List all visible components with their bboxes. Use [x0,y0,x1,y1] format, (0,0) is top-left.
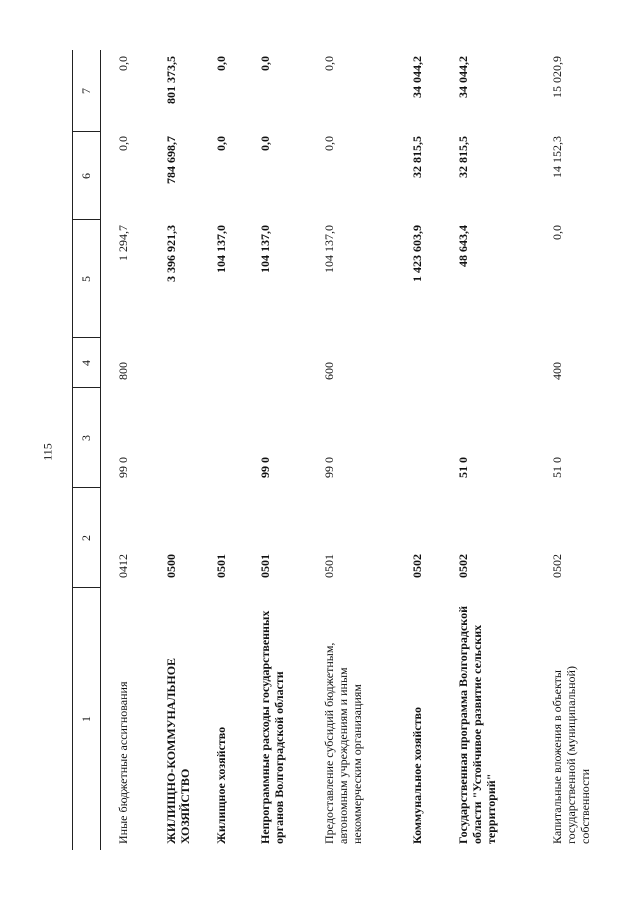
row-value-col6: 14 152,3 [550,136,564,178]
column-header: 6 [78,173,93,179]
row-value-col6: 0,0 [258,136,272,151]
page-number: 115 [40,443,55,461]
column-header: 1 [78,716,93,722]
row-target-code: 51 0 [456,457,470,478]
row-value-col5: 1 423 603,9 [410,225,424,282]
row-value-col7: 0,0 [322,56,336,71]
row-section-code: 0501 [214,554,228,578]
row-name: Государственная программа Волгоградской области "Устойчивое развитие сельских территорий" [456,606,498,844]
row-name: ЖИЛИЩНО-КОММУНАЛЬНОЕ ХОЗЯЙСТВО [164,657,192,844]
row-section-code: 0502 [550,554,564,578]
row-value-col7: 0,0 [116,56,130,71]
row-expense-type: 800 [116,362,130,380]
row-target-code: 51 0 [550,457,564,478]
row-value-col7: 0,0 [258,56,272,71]
row-section-code: 0500 [164,554,178,578]
row-value-col6: 0,0 [322,136,336,151]
row-value-col5: 3 396 921,3 [164,225,178,282]
row-name: Иные бюджетные ассигнования [116,681,130,844]
row-name: Предоставление субсидий бюджетным, автономным учреждениям и иным некоммерческим организациям [322,642,364,844]
row-value-col5: 0,0 [550,225,564,240]
row-value-col6: 784 698,7 [164,136,178,184]
row-section-code: 0502 [410,554,424,578]
row-target-code: 99 0 [258,457,272,478]
row-value-col7: 801 373,5 [164,56,178,104]
column-header: 3 [78,435,93,441]
row-value-col5: 104 137,0 [214,225,228,273]
row-value-col7: 0,0 [214,56,228,71]
row-value-col6: 32 815,5 [410,136,424,178]
row-value-col7: 34 044,2 [410,56,424,98]
row-value-col5: 48 643,4 [456,225,470,267]
row-name: Капитальные вложения в объекты государственной (муниципальной) собственности [550,666,592,844]
row-section-code: 0501 [258,554,272,578]
header-bottom-border [100,50,101,850]
budget-table [72,50,619,850]
row-expense-type: 400 [550,362,564,380]
row-value-col5: 104 137,0 [258,225,272,273]
column-header: 7 [78,88,93,94]
row-section-code: 0502 [456,554,470,578]
row-section-code: 0501 [322,554,336,578]
row-target-code: 99 0 [116,457,130,478]
column-header: 5 [78,276,93,282]
row-value-col6: 32 815,5 [456,136,470,178]
column-header: 4 [78,360,93,366]
row-value-col7: 34 044,2 [456,56,470,98]
column-header: 2 [78,535,93,541]
row-expense-type: 600 [322,362,336,380]
row-name: Жилищное хозяйство [214,726,228,844]
row-value-col6: 0,0 [116,136,130,151]
row-value-col5: 104 137,0 [322,225,336,273]
row-section-code: 0412 [116,554,130,578]
row-value-col5: 1 294,7 [116,225,130,261]
row-target-code: 99 0 [322,457,336,478]
row-value-col6: 0,0 [214,136,228,151]
row-name: Непрограммные расходы государственных органов Волгоградской области [258,610,286,844]
row-value-col7: 15 020,9 [550,56,564,98]
row-name: Коммунальное хозяйство [410,707,424,844]
